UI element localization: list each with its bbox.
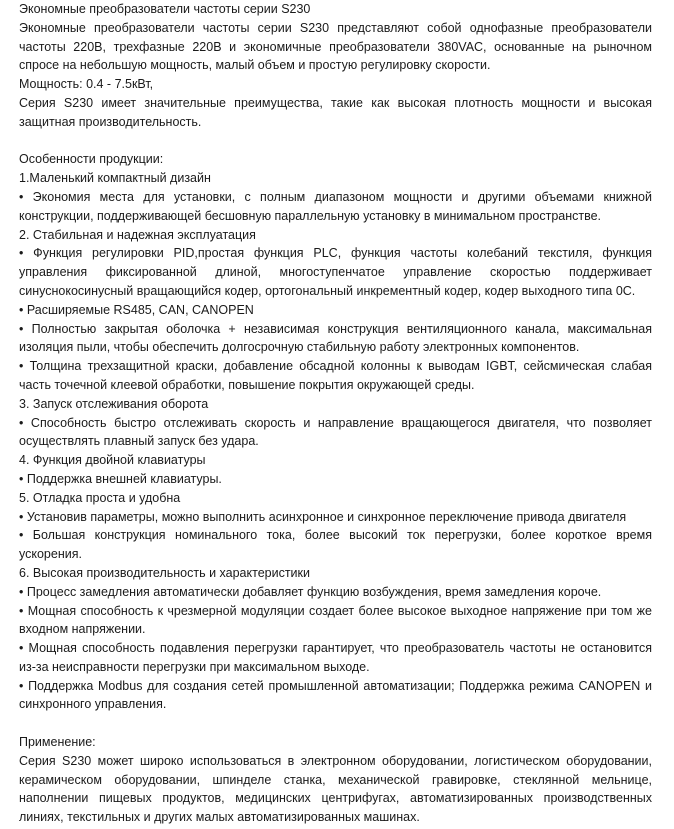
- feature-item: • Процесс замедления автоматически добавляет функцию возбуждения, время замедления короче.: [19, 584, 602, 599]
- features-heading: Особенности продукции:: [19, 152, 164, 167]
- feature-item: • Расширяемые RS485, CAN, CANOPEN: [19, 302, 254, 317]
- feature-item: • Толщина трехзащитной краски, добавление обсадной колонны к выводам IGBT, сейсмическая слабая часть точечной клеевой обработки, повышение покрытия окружающей среды.: [19, 359, 652, 392]
- feature-item: • Большая конструкция номинального тока, более высокий ток перегрузки, более короткое время ускорения.: [19, 528, 652, 562]
- paragraph-gap: [19, 714, 652, 733]
- feature-item: • Поддержка Modbus для создания сетей промышленной автоматизации; Поддержка режима CANOPEN и синхронного управления.: [19, 678, 652, 712]
- feature-item: • Мощная способность подавления перегрузки гарантирует, что преобразователь частоты не остановится из-за неисправности перегрузки при максимальном выходе.: [19, 641, 652, 674]
- intro-description: Экономные преобразователи частоты серии S230 представляют собой однофазные преобразователи частоты 220В, трехфазные 220В и экономичные преобразователи 380VAC, основанные на рыночном спросе на небольшую мощность, малый объем и простую регулировку скорости.: [19, 20, 652, 73]
- feature-item: • Экономия места для установки, с полным диапазоном мощности и другими объемами книжной конструкции, поддерживающей бесшовную параллельную установку в минимальном пространстве.: [19, 189, 652, 223]
- feature-item: • Мощная способность к чрезмерной модуляции создает более высокое выходное напряжение при том же входном напряжении.: [19, 603, 652, 637]
- feature-section-title: 1.Маленький компактный дизайн: [19, 171, 211, 186]
- power-range: Мощность: 0.4 - 7.5кВт,: [19, 77, 154, 92]
- document-title: Экономные преобразователи частоты серии S230: [19, 2, 311, 16]
- feature-section-title: 4. Функция двойной клавиатуры: [19, 453, 206, 468]
- document-body: [19, 0, 652, 827]
- application-heading: Применение:: [19, 735, 96, 750]
- feature-item: • Функция регулировки PID,простая функция PLC, функция частоты колебаний текстиля, функция управления фиксированной длиной, многоступенчатое управление скоростью поддерживает синуснокосинусный вращающийся кодер, ортогональный инкрементный кодер, кодер выходного типа 0С.: [19, 246, 652, 298]
- feature-item: • Поддержка внешней клавиатуры.: [19, 471, 222, 486]
- application-text: Серия S230 может широко использоваться в электронном оборудовании, логистическом оборудовании, керамическом оборудовании, шпинделе станка, механической гравировке, стеклянной мельнице, наполнении пищевых продуктов, медицинских центрифугах, автоматизированных производственных линиях, текстильных и других малых автоматизированных машинах.: [19, 753, 652, 825]
- feature-item: • Установив параметры, можно выполнить асинхронное и синхронное переключение привода двигателя: [19, 509, 627, 524]
- feature-item: • Способность быстро отслеживать скорость и направление вращающегося двигателя, что позволяет осуществлять плавный запуск без удара.: [19, 415, 652, 449]
- feature-section-title: 5. Отладка проста и удобна: [19, 490, 181, 505]
- paragraph-gap: [19, 132, 652, 151]
- feature-section-title: 6. Высокая производительность и характеристики: [19, 565, 310, 580]
- feature-item: • Полностью закрытая оболочка + независимая конструкция вентиляционного канала, максимальная изоляция пыли, чтобы обеспечить долгосрочную стабильную работу электронных компонентов.: [19, 321, 652, 355]
- feature-section-title: 2. Стабильная и надежная эксплуатация: [19, 227, 256, 242]
- feature-section-title: 3. Запуск отслеживания оборота: [19, 396, 209, 411]
- intro-advantages: Серия S230 имеет значительные преимущества, такие как высокая плотность мощности и высокая защитная производительность.: [19, 95, 652, 129]
